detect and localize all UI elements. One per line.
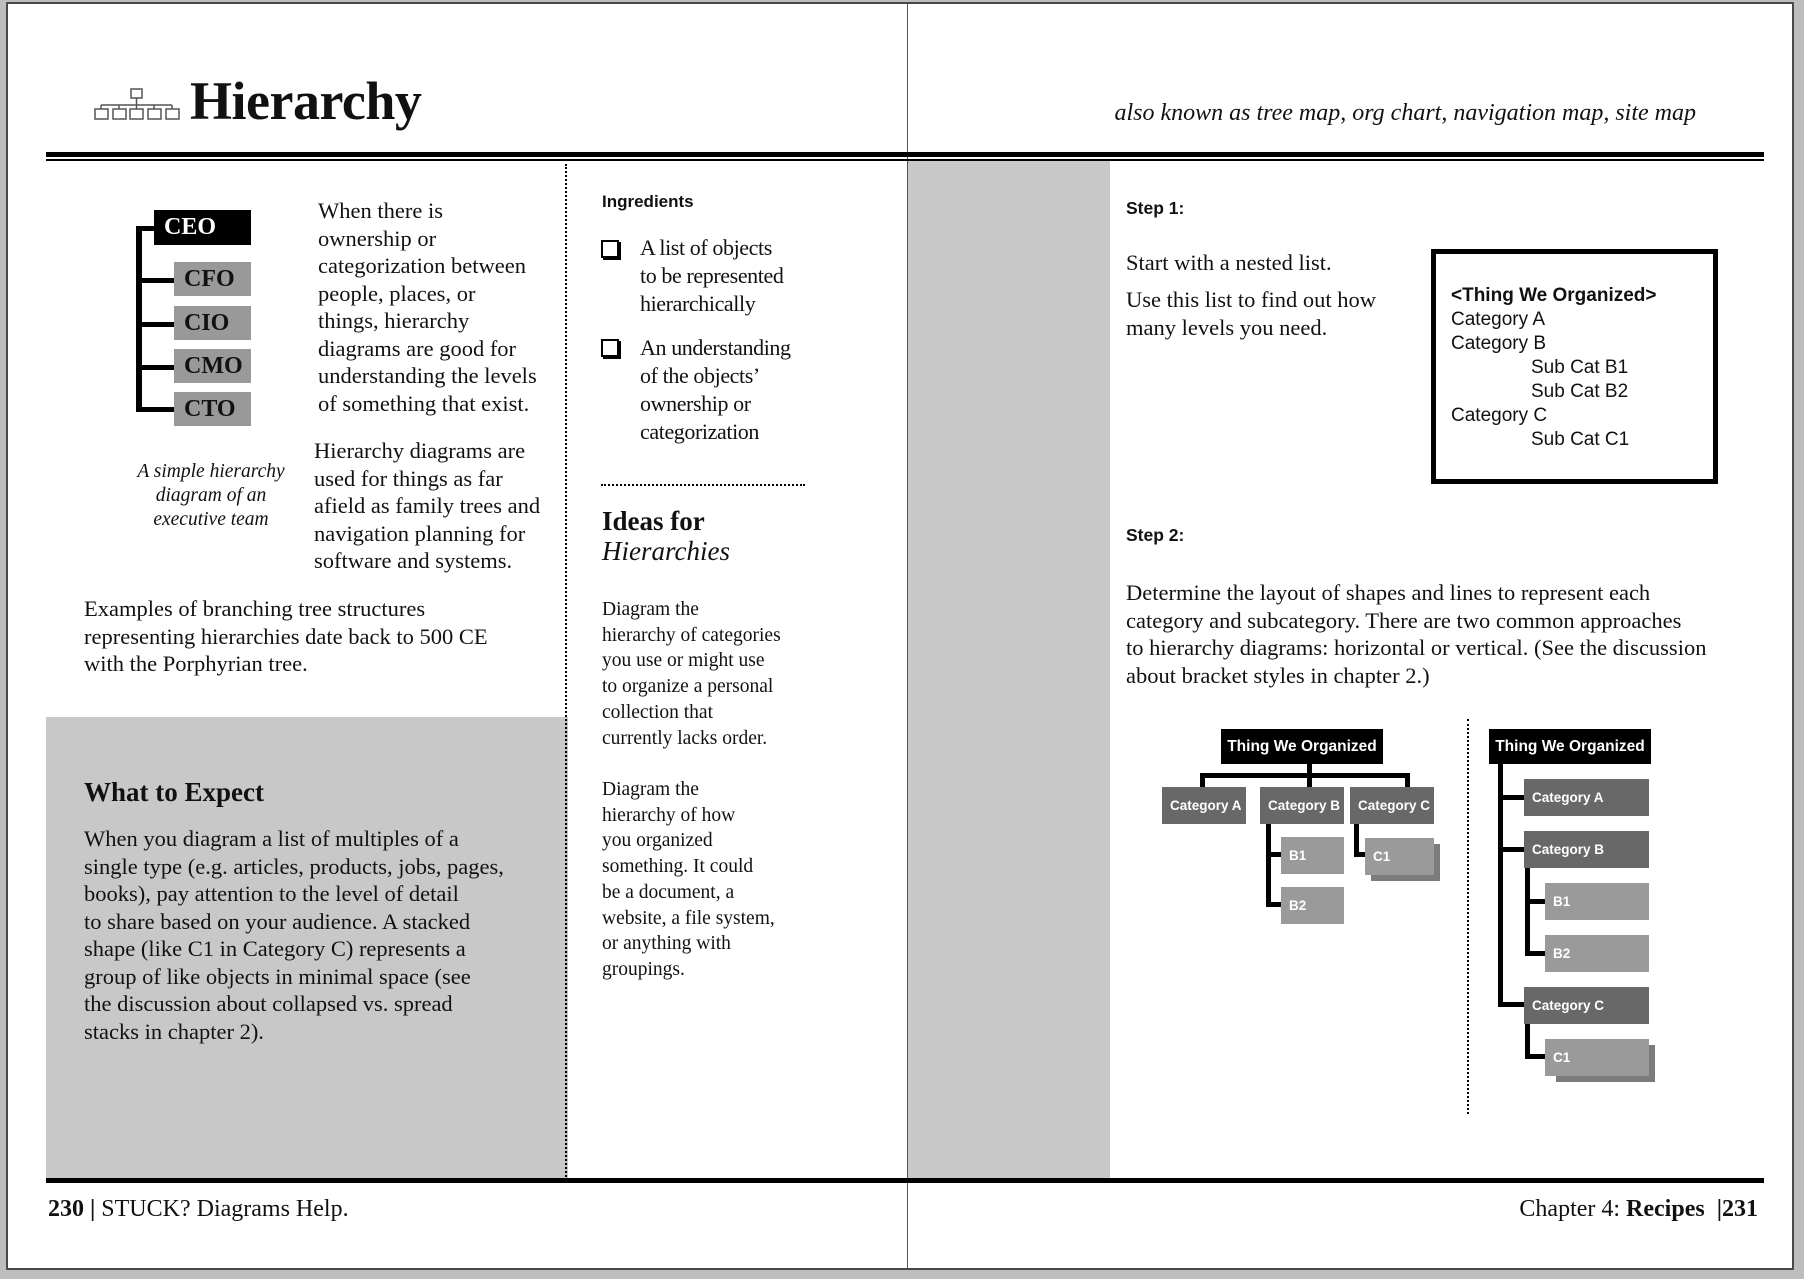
ideas-subheading: Hierarchies	[602, 536, 730, 566]
v-node-b2: B2	[1545, 935, 1649, 972]
h-node-category-c: Category C	[1350, 787, 1434, 824]
book-title: STUCK? Diagrams Help.	[101, 1196, 349, 1222]
h-node-category-a: Category A	[1162, 787, 1246, 824]
page-number-right: 231	[1722, 1196, 1758, 1222]
intro-paragraph-2: Hierarchy diagrams are used for things as far afield as family trees and navigation planning for software and systems.	[314, 438, 541, 573]
v-node-root: Thing We Organized	[1489, 729, 1651, 764]
h-node-category-b: Category B	[1260, 787, 1344, 824]
step2-heading: Step 2:	[1126, 525, 1185, 545]
column-divider	[565, 164, 567, 1180]
ingredients-divider	[601, 484, 805, 486]
h-node-root: Thing We Organized	[1221, 729, 1383, 764]
org-node-cfo: CFO	[174, 262, 251, 296]
ingredients-heading: Ingredients	[602, 192, 694, 211]
idea-2: Diagram the hierarchy of how you organized something. It could be a document, a website, a file system, or anything with groupings.	[602, 779, 775, 980]
step1-text-1: Start with a nested list.	[1126, 250, 1332, 275]
page-number-left: 230	[48, 1196, 84, 1222]
v-node-b1: B1	[1545, 883, 1649, 920]
book-spread	[6, 2, 1794, 1270]
h-node-b1: B1	[1281, 837, 1344, 874]
ingredient-1-checkbox[interactable]	[601, 240, 619, 258]
what-to-expect-panel	[46, 717, 568, 1179]
ingredient-2-checkbox[interactable]	[601, 339, 619, 357]
ingredient-2-text: An understanding of the objects’ ownership or categorization	[640, 335, 791, 444]
footer-right: Chapter 4: Recipes |231	[1519, 1196, 1758, 1222]
h-node-b2: B2	[1281, 887, 1344, 924]
what-to-expect-text: When you diagram a list of multiples of a single type (e.g. articles, products, jobs, pages, books), pay attention to the level of detail to share based on your audience. A stacked shape (like C1 in Category C) represents a group of like objects in minimal space (see the discussion about collapsed vs. spread stacks in chapter 2).	[84, 826, 504, 1044]
v-node-category-a: Category A	[1524, 779, 1649, 816]
org-chart-caption: A simple hierarchy diagram of an executive team	[137, 461, 285, 530]
org-node-cmo: CMO	[174, 349, 251, 383]
list-item-root: <Thing We Organized>	[1451, 285, 1657, 306]
footer-rule	[46, 1178, 1764, 1183]
footer-left: 230 | STUCK? Diagrams Help.	[48, 1196, 349, 1222]
step1-heading: Step 1:	[1126, 198, 1185, 218]
chapter-label: Chapter 4:	[1519, 1196, 1621, 1222]
what-to-expect-heading: What to Expect	[84, 777, 264, 807]
org-node-cto: CTO	[174, 392, 251, 426]
list-item: Category B	[1451, 333, 1547, 354]
intro-paragraph-1: When there is ownership or categorization between people, places, or things, hierarchy diagrams are good for understanding the levels of something that exist.	[318, 198, 537, 416]
header-rule-thick	[46, 152, 1764, 157]
v-node-c1: C1	[1545, 1039, 1649, 1076]
right-margin-panel	[908, 161, 1110, 1180]
org-node-cio: CIO	[174, 306, 251, 340]
ideas-heading: Ideas for	[602, 506, 705, 536]
h-node-c1: C1	[1365, 838, 1434, 875]
examples-paragraph: Examples of branching tree structures representing hierarchies date back to 500 CE with the Porphyrian tree.	[84, 596, 488, 676]
hierarchy-icon	[94, 88, 180, 122]
list-item: Category C	[1451, 405, 1548, 426]
diagram-divider	[1467, 719, 1469, 1114]
list-item: Sub Cat B1	[1531, 357, 1629, 378]
list-item: Sub Cat C1	[1531, 429, 1630, 450]
nested-list-box	[1431, 249, 1718, 484]
page-title: Hierarchy	[190, 71, 422, 131]
v-node-category-c: Category C	[1524, 987, 1649, 1024]
step1-text-2: Use this list to find out how many levels you need.	[1126, 287, 1377, 340]
ingredient-1-text: A list of objects to be represented hierarchically	[640, 235, 784, 316]
v-node-category-b: Category B	[1524, 831, 1649, 868]
also-known-as: also known as tree map, org chart, navigation map, site map	[1114, 100, 1696, 126]
header-rule-thin	[46, 159, 1764, 161]
chapter-name: Recipes	[1626, 1196, 1705, 1222]
step2-text: Determine the layout of shapes and lines to represent each category and subcategory. There are two common approaches to hierarchy diagrams: horizontal or vertical. (See the discussion about bracket styles in chapter 2.)	[1126, 580, 1707, 688]
list-item: Sub Cat B2	[1531, 381, 1629, 402]
list-item: Category A	[1451, 309, 1545, 330]
org-node-ceo: CEO	[154, 210, 251, 245]
idea-1: Diagram the hierarchy of categories you use or might use to organize a personal collection that currently lacks order.	[602, 599, 781, 749]
